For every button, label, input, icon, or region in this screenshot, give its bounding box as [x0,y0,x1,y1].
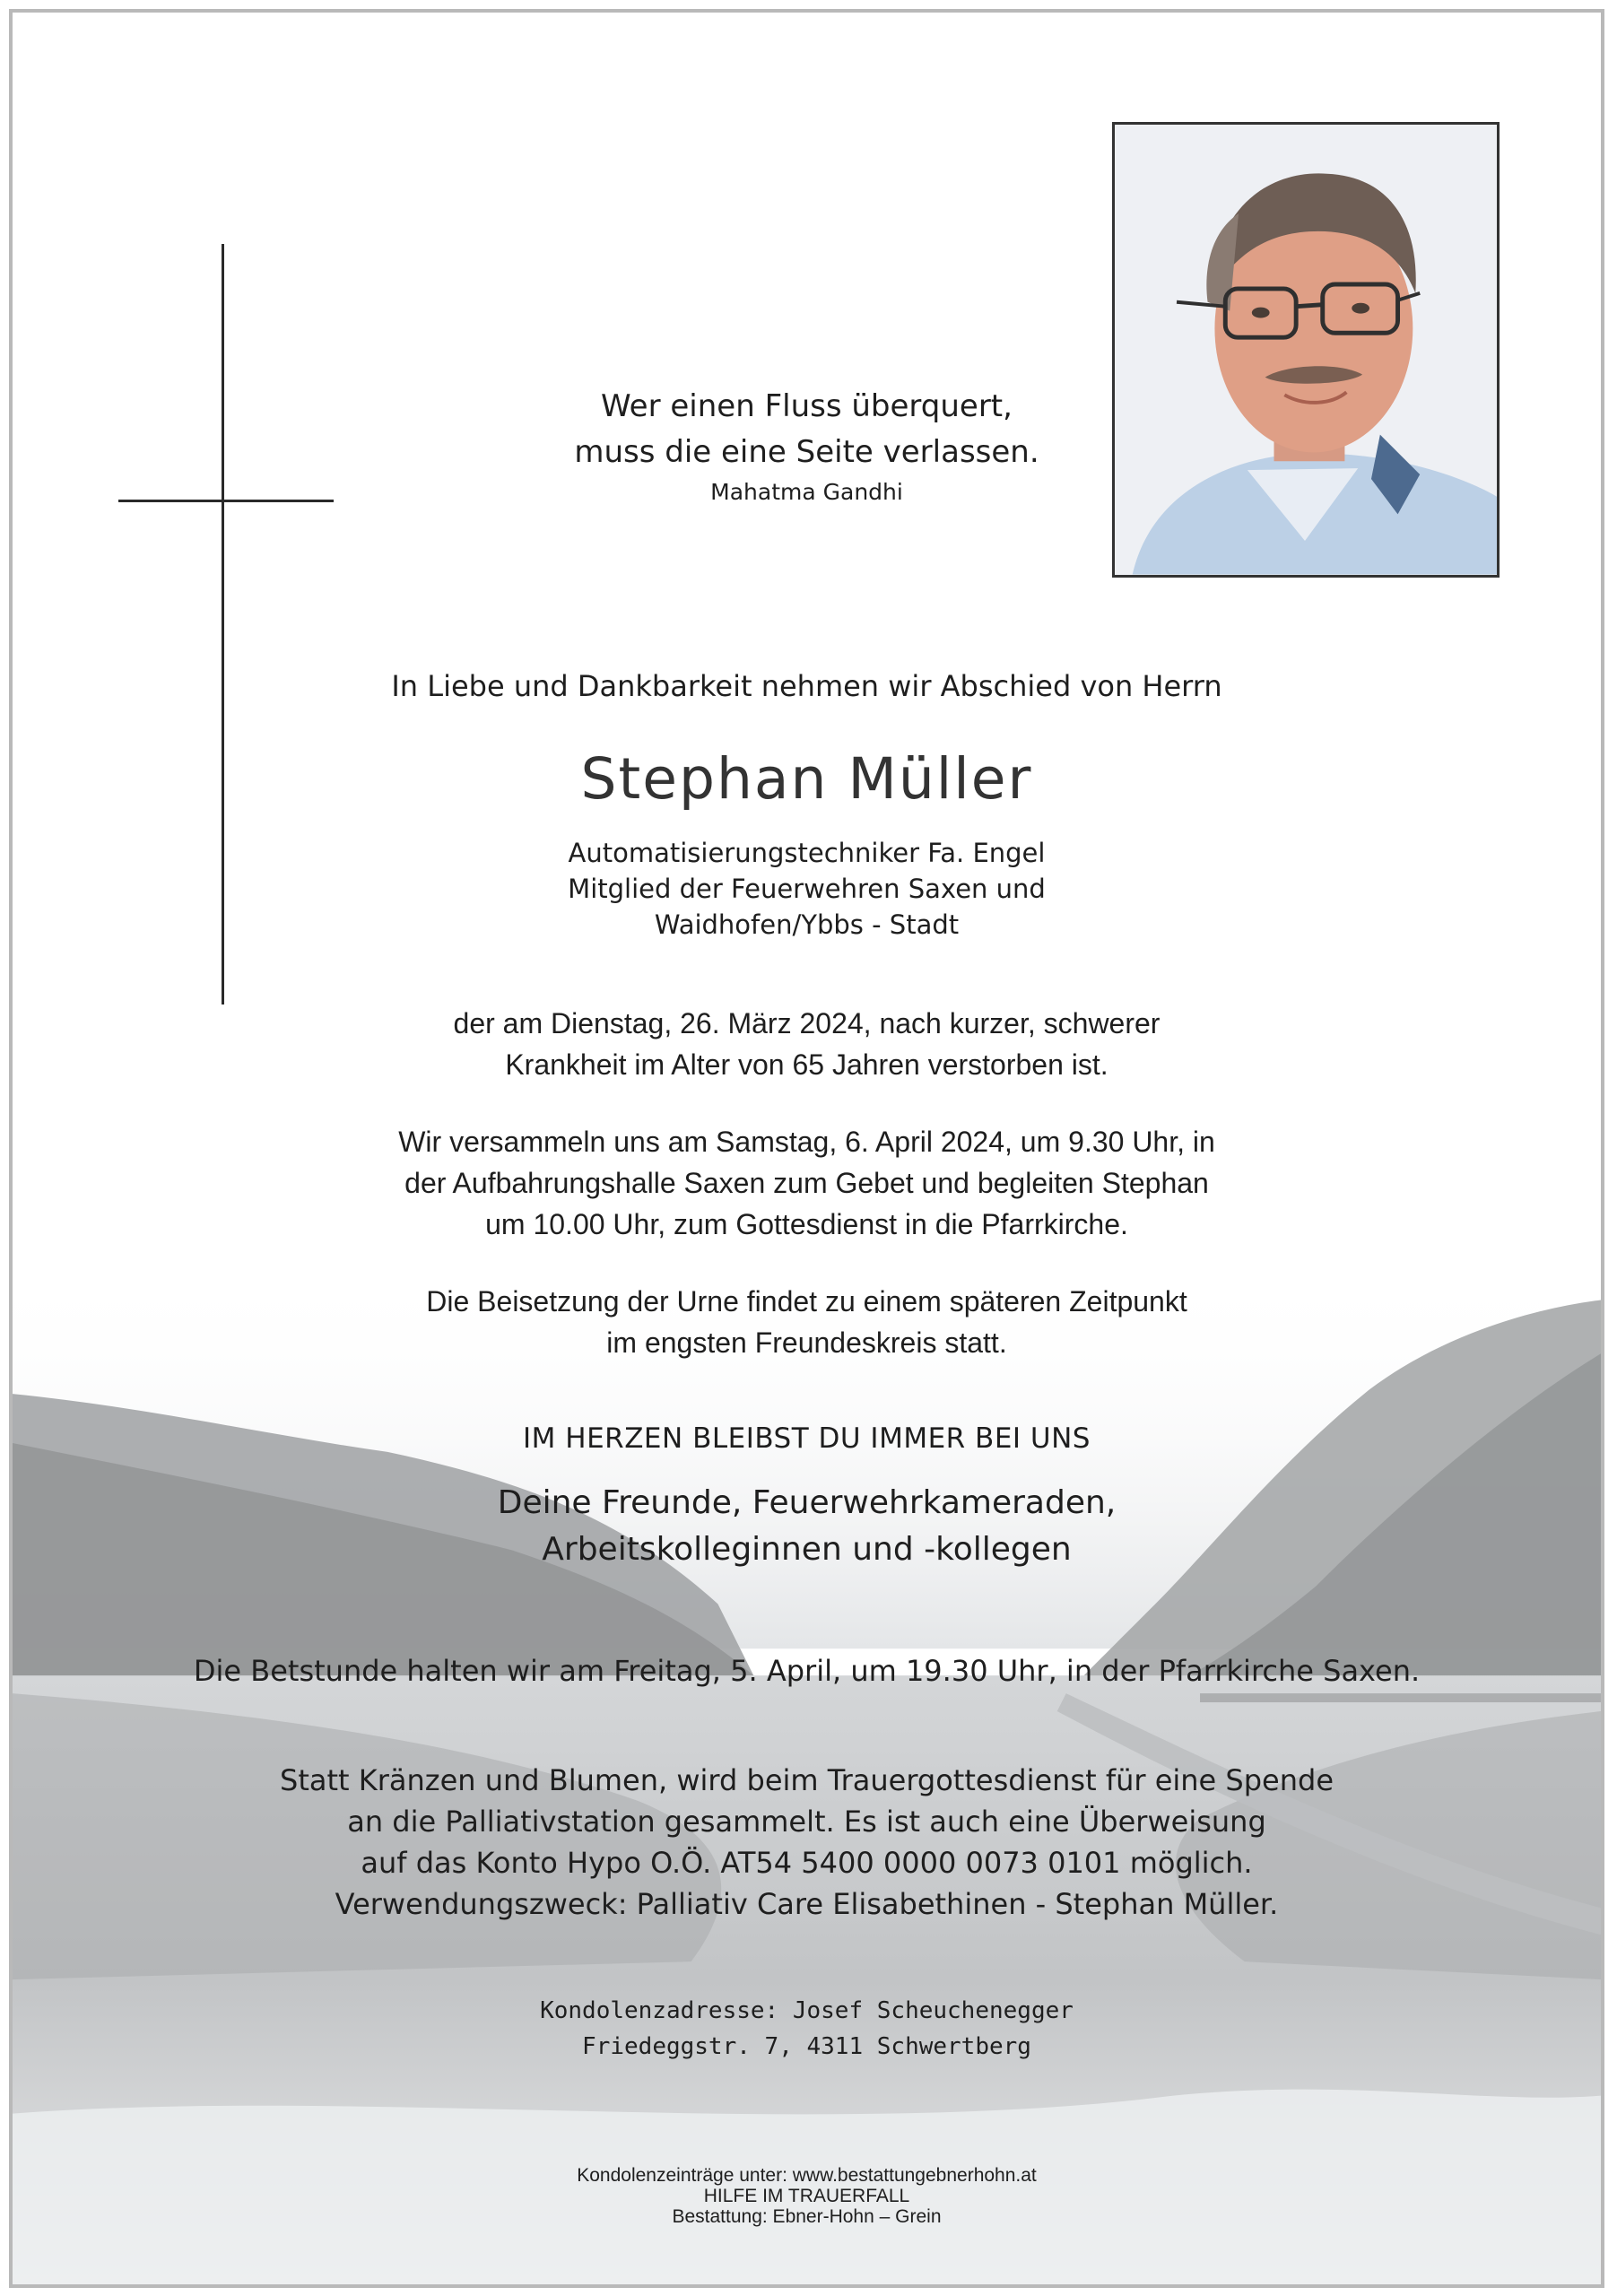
motto: IM HERZEN BLEIBST DU IMMER BEI UNS [523,1422,1091,1455]
gathering-line: um 10.00 Uhr, zum Gottesdienst in die Pfarrkirche. [485,1208,1128,1240]
occupation-line: Mitglied der Feuerwehren Saxen und [568,874,1046,904]
footer-line: Kondolenzeinträge unter: www.bestattungebnerhohn.at [577,2165,1037,2186]
footer-line: Bestattung: Ebner-Hohn – Grein [672,2206,942,2227]
occupation-line: Waidhofen/Ybbs - Stadt [654,909,960,940]
prayer-hour: Die Betstunde halten wir am Freitag, 5. April, um 19.30 Uhr, in der Pfarrkirche Saxen. [193,1654,1421,1688]
quote-author: Mahatma Gandhi [710,479,903,505]
condolence-address-line: Kondolenzadresse: Josef Scheuchenegger [540,1997,1074,2024]
donation-line: auf das Konto Hypo O.Ö. AT54 5400 0000 0073 0101 möglich. [361,1846,1253,1880]
death-notice-line: der am Dienstag, 26. März 2024, nach kurzer, schwerer [453,1007,1161,1039]
portrait-photo [1112,122,1500,578]
quote-line: muss die eine Seite verlassen. [574,434,1039,470]
deceased-name: Stephan Müller [580,746,1033,812]
burial-line: im engsten Freundeskreis statt. [606,1326,1007,1359]
gathering-line: der Aufbahrungshalle Saxen zum Gebet und begleiten Stephan [404,1167,1209,1199]
burial-line: Die Beisetzung der Urne findet zu einem späteren Zeitpunkt [426,1285,1187,1318]
quote-line: Wer einen Fluss überquert, [601,388,1013,424]
gathering-line: Wir versammeln uns am Samstag, 6. April 2024, um 9.30 Uhr, in [398,1126,1215,1158]
portrait-image [1115,125,1497,575]
donation-line: Statt Kränzen und Blumen, wird beim Trauergottesdienst für eine Spende [280,1763,1334,1797]
occupation-line: Automatisierungstechniker Fa. Engel [568,838,1046,868]
mourners-line: Arbeitskolleginnen und -kollegen [542,1531,1072,1568]
intro-text: In Liebe und Dankbarkeit nehmen wir Abschied von Herrn [391,669,1222,703]
mourners-line: Deine Freunde, Feuerwehrkameraden, [497,1484,1117,1521]
parte-page [9,9,1604,2288]
death-notice-line: Krankheit im Alter von 65 Jahren verstorben ist. [505,1048,1108,1081]
condolence-address-line: Friedeggstr. 7, 4311 Schwertberg [582,2033,1031,2060]
donation-line: an die Palliativstation gesammelt. Es ist auch eine Überweisung [347,1805,1266,1839]
footer-line: HILFE IM TRAUERFALL [703,2186,910,2206]
donation-line: Verwendungszweck: Palliativ Care Elisabethinen - Stephan Müller. [335,1887,1279,1921]
